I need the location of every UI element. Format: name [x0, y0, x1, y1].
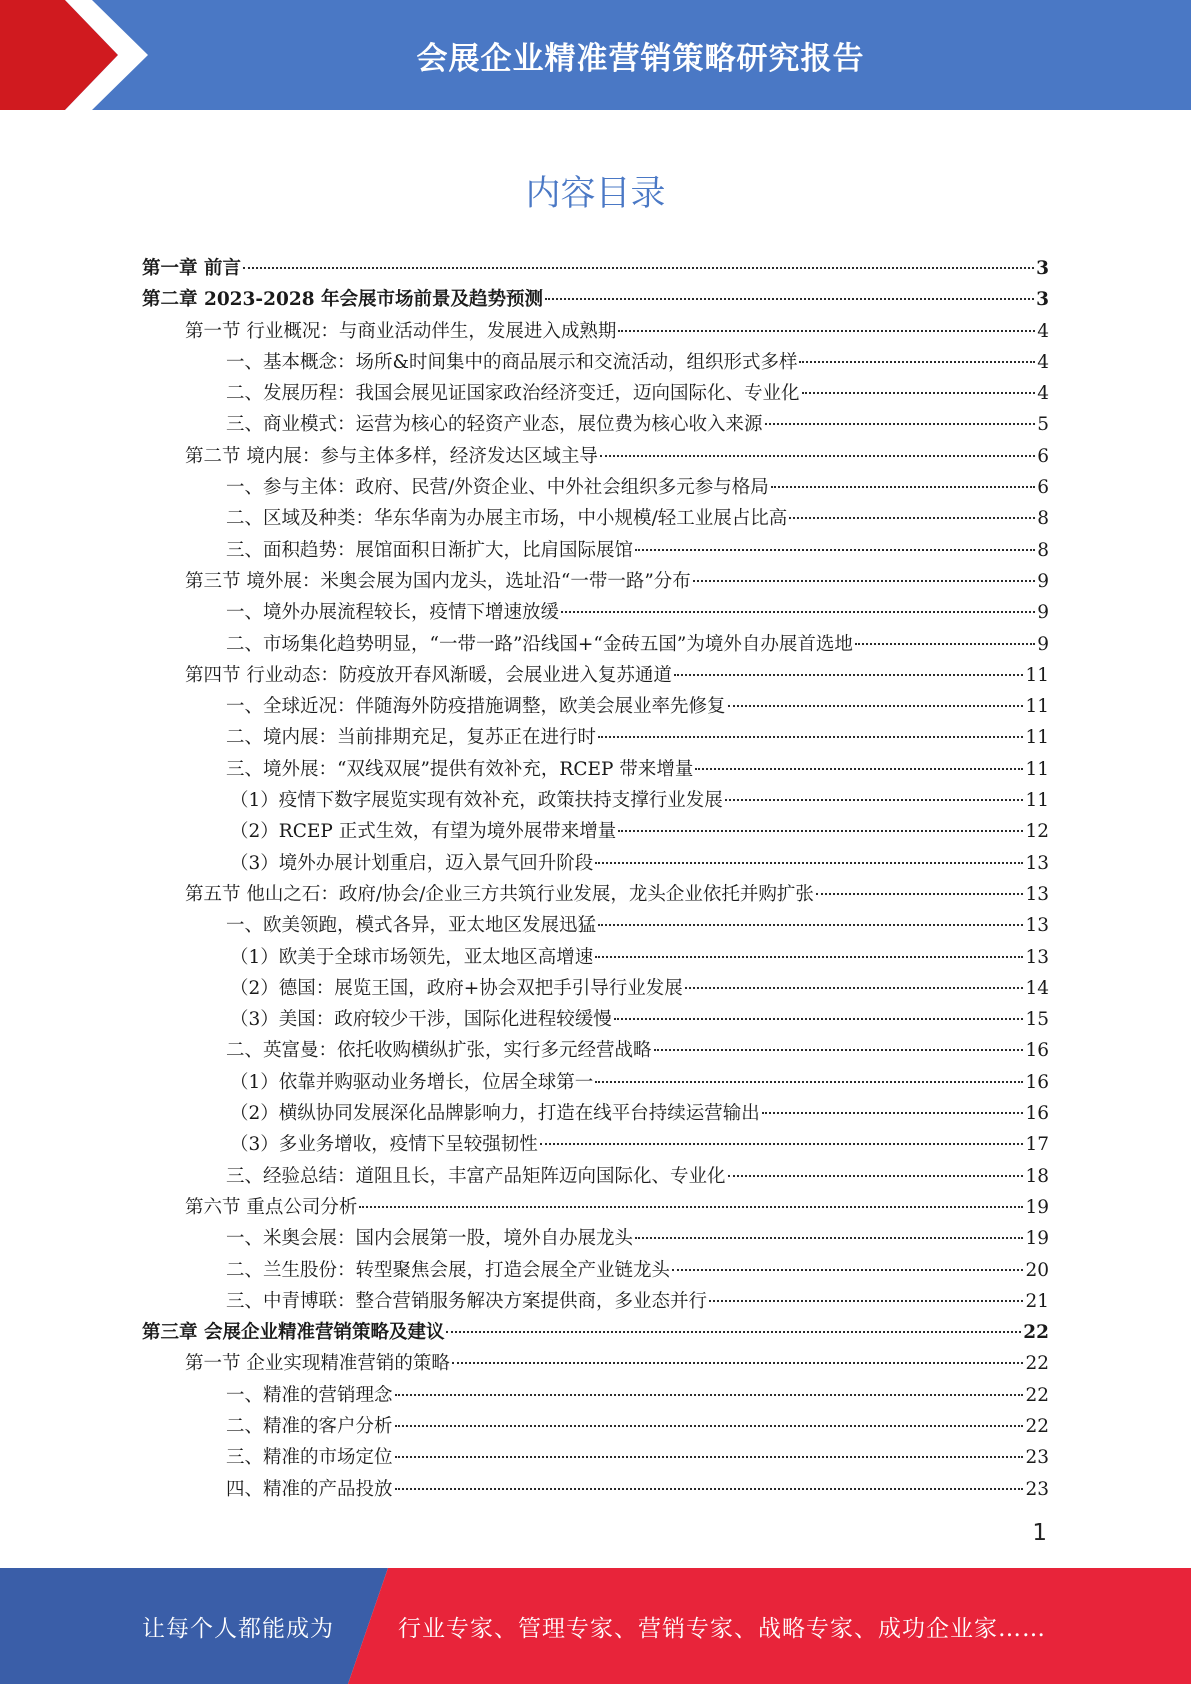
toc-entry-label: 三、中青博联：整合营销服务解决方案提供商，多业态并行 [226, 1290, 708, 1312]
toc-entry-page: 22 [1025, 1384, 1049, 1406]
toc-entry-label: 第五节 他山之石：政府/协会/企业三方共筑行业发展，龙头企业依托并购扩张 [185, 883, 814, 905]
toc-entry[interactable] [142, 1068, 1049, 1099]
toc-dot-leader [359, 1206, 1023, 1208]
toc-dot-leader [654, 1049, 1024, 1051]
toc-dot-leader [789, 517, 1035, 519]
toc-entry-label: （1）依靠并购驱动业务增长，位居全球第一 [230, 1071, 594, 1093]
toc-dot-leader [672, 1269, 1023, 1271]
toc-dot-leader [855, 643, 1035, 645]
toc-entry-label: 三、经验总结：道阻且长，丰富产品矩阵迈向国际化、专业化 [226, 1165, 726, 1187]
toc-dot-leader [635, 1237, 1023, 1239]
toc-entry-page: 4 [1037, 320, 1049, 342]
toc-dot-leader [674, 674, 1024, 676]
toc-entry-label: （1）疫情下数字展览实现有效补充，政策扶持支撑行业发展 [230, 790, 723, 812]
toc-entry-label: 二、区域及种类：华东华南为办展主市场，中小规模/轻工业展占比高 [226, 508, 788, 530]
toc-entry-label: 一、精准的营销理念 [226, 1384, 393, 1406]
toc-entry-page: 5 [1037, 414, 1049, 436]
toc-entry-label: 一、参与主体：政府、民营/外资企业、中外社会组织多元参与格局 [226, 477, 769, 499]
toc-entry[interactable] [142, 1287, 1049, 1318]
toc-entry-label: 三、面积趋势：展馆面积日渐扩大，比肩国际展馆 [226, 539, 634, 561]
toc-dot-leader [595, 862, 1023, 864]
toc-dot-leader [243, 267, 1034, 269]
toc-dot-leader [452, 1362, 1024, 1364]
toc-entry-page: 4 [1037, 383, 1049, 405]
toc-dot-leader [598, 924, 1023, 926]
toc-entry-label: （3）美国：政府较少干涉，国际化进程较缓慢 [230, 1009, 612, 1031]
toc-entry[interactable] [142, 755, 1049, 786]
toc-entry-page: 20 [1025, 1259, 1049, 1281]
toc-entry-label: （2）横纵协同发展深化品牌影响力，打造在线平台持续运营输出 [230, 1103, 760, 1125]
toc-entry-page: 13 [1025, 883, 1049, 905]
toc-dot-leader [725, 799, 1024, 801]
toc-dot-leader [816, 893, 1024, 895]
toc-entry-page: 3 [1036, 289, 1049, 311]
toc-entry-label: （2）德国：展览王国，政府+协会双把手引导行业发展 [230, 977, 683, 999]
toc-entry-page: 11 [1025, 758, 1049, 780]
toc-entry[interactable] [142, 1224, 1049, 1255]
toc-entry-label: 第二节 境内展：参与主体多样，经济发达区域主导 [185, 445, 598, 467]
toc-entry-page: 11 [1025, 727, 1049, 749]
toc-entry[interactable] [142, 536, 1049, 567]
table-of-contents [142, 254, 1049, 1506]
toc-entry[interactable] [142, 1381, 1049, 1412]
toc-entry-page: 13 [1025, 946, 1049, 968]
toc-entry-label: 第一节 行业概况：与商业活动伴生，发展进入成熟期 [185, 320, 617, 342]
toc-dot-leader [765, 423, 1036, 425]
page-header [0, 0, 1191, 110]
toc-entry-label: 第四节 行业动态：防疫放开春风渐暖，会展业进入复苏通道 [185, 664, 672, 686]
toc-entry-label: 四、精准的产品投放 [226, 1478, 393, 1500]
toc-entry[interactable] [142, 1443, 1049, 1474]
toc-entry-page: 6 [1037, 477, 1049, 499]
toc-entry[interactable] [142, 567, 1049, 598]
toc-entry-label: （3）多业务增收，疫情下呈较强韧性 [230, 1134, 538, 1156]
toc-dot-leader [395, 1394, 1024, 1396]
toc-entry-label: 第一节 企业实现精准营销的策略 [185, 1353, 450, 1375]
toc-entry[interactable] [142, 1318, 1049, 1349]
toc-entry-page: 16 [1025, 1040, 1049, 1062]
toc-entry-label: 三、境外展：“双线双展”提供有效补充，RCEP 带来增量 [226, 758, 694, 780]
toc-entry[interactable] [142, 849, 1049, 880]
toc-entry-page: 9 [1037, 570, 1049, 592]
toc-entry-page: 13 [1025, 915, 1049, 937]
toc-dot-leader [600, 455, 1035, 457]
toc-entry-page: 19 [1025, 1196, 1049, 1218]
toc-entry-page: 8 [1037, 539, 1049, 561]
toc-entry[interactable] [142, 817, 1049, 848]
toc-entry-page: 11 [1025, 696, 1049, 718]
toc-entry[interactable] [142, 1099, 1049, 1130]
toc-entry-label: 一、全球近况：伴随海外防疫措施调整，欧美会展业率先修复 [226, 696, 726, 718]
toc-entry[interactable] [142, 1412, 1049, 1443]
toc-entry[interactable] [142, 1475, 1049, 1506]
toc-entry-page: 23 [1025, 1478, 1049, 1500]
toc-dot-leader [771, 486, 1035, 488]
toc-entry-label: 二、境内展：当前排期充足，复苏正在进行时 [226, 727, 597, 749]
toc-entry-label: 一、米奥会展：国内会展第一股，境外自办展龙头 [226, 1228, 634, 1250]
report-title: 会展企业精准营销策略研究报告 [416, 40, 865, 77]
toc-entry[interactable] [142, 911, 1049, 942]
toc-dot-leader [545, 298, 1034, 300]
toc-entry[interactable] [142, 1349, 1049, 1380]
toc-entry[interactable] [142, 1005, 1049, 1036]
toc-entry-page: 13 [1025, 852, 1049, 874]
toc-entry[interactable] [142, 630, 1049, 661]
toc-entry-page: 23 [1025, 1447, 1049, 1469]
toc-dot-leader [685, 987, 1024, 989]
toc-dot-leader [618, 830, 1023, 832]
toc-entry[interactable] [142, 254, 1049, 285]
toc-dot-leader [446, 1331, 1021, 1333]
toc-entry-page: 9 [1037, 633, 1049, 655]
toc-entry-label: 二、兰生股份：转型聚焦会展，打造会展全产业链龙头 [226, 1259, 671, 1281]
toc-entry-label: 第三章 会展企业精准营销策略及建议 [142, 1322, 445, 1344]
toc-entry[interactable] [142, 943, 1049, 974]
toc-dot-leader [709, 1300, 1023, 1302]
toc-entry-page: 21 [1025, 1290, 1049, 1312]
toc-entry-label: 一、基本概念：场所&时间集中的商品展示和交流活动，组织形式多样 [226, 351, 798, 373]
toc-entry-page: 22 [1023, 1322, 1049, 1344]
toc-entry-page: 3 [1036, 258, 1049, 279]
toc-dot-leader [395, 1488, 1024, 1490]
toc-entry-page: 19 [1025, 1228, 1049, 1250]
toc-entry-page: 14 [1025, 977, 1049, 999]
toc-dot-leader [595, 1081, 1023, 1083]
toc-entry-page: 6 [1037, 445, 1049, 467]
toc-entry-label: 二、发展历程：我国会展见证国家政治经济变迁，迈向国际化、专业化 [226, 383, 800, 405]
toc-dot-leader [395, 1456, 1024, 1458]
toc-entry[interactable] [142, 692, 1049, 723]
toc-entry[interactable] [142, 473, 1049, 504]
toc-entry[interactable] [142, 317, 1049, 348]
toc-entry[interactable] [142, 786, 1049, 817]
toc-entry[interactable] [142, 1130, 1049, 1161]
footer-slogan-left: 让每个人都能成为 [142, 1615, 334, 1642]
toc-dot-leader [395, 1425, 1024, 1427]
toc-dot-leader [598, 736, 1023, 738]
toc-entry-label: 一、境外办展流程较长，疫情下增速放缓 [226, 602, 560, 624]
toc-entry-label: 二、英富曼：依托收购横纵扩张，实行多元经营战略 [226, 1040, 652, 1062]
toc-entry-page: 11 [1025, 790, 1049, 812]
toc-entry-label: 第一章 前言 [142, 258, 241, 279]
toc-entry-page: 15 [1025, 1009, 1049, 1031]
toc-entry-page: 8 [1037, 508, 1049, 530]
toc-dot-leader [595, 956, 1023, 958]
toc-dot-leader [614, 1018, 1024, 1020]
toc-dot-leader [635, 549, 1035, 551]
toc-entry-label: 二、精准的客户分析 [226, 1415, 393, 1437]
toc-entry-label: 一、欧美领跑，模式各异，亚太地区发展迅猛 [226, 915, 597, 937]
page-number: 1 [1032, 1520, 1047, 1546]
toc-entry-page: 22 [1025, 1353, 1049, 1375]
toc-entry-label: （3）境外办展计划重启，迈入景气回升阶段 [230, 852, 594, 874]
toc-dot-leader [695, 768, 1023, 770]
toc-entry[interactable] [142, 410, 1049, 441]
page-footer [0, 1568, 1191, 1684]
toc-entry-page: 17 [1025, 1134, 1049, 1156]
toc-entry[interactable] [142, 723, 1049, 754]
toc-entry-label: 三、精准的市场定位 [226, 1447, 393, 1469]
toc-entry-label: 三、商业模式：运营为核心的轻资产业态，展位费为核心收入来源 [226, 414, 763, 436]
toc-entry-page: 4 [1037, 351, 1049, 373]
toc-entry[interactable] [142, 285, 1049, 316]
footer-slogan-right: 行业专家、管理专家、营销专家、战略专家、成功企业家…… [398, 1615, 1046, 1642]
toc-entry-page: 9 [1037, 602, 1049, 624]
toc-entry-page: 11 [1025, 664, 1049, 686]
toc-entry[interactable] [142, 379, 1049, 410]
toc-dot-leader [728, 705, 1024, 707]
toc-entry-label: 第二章 2023-2028 年会展市场前景及趋势预测 [142, 289, 544, 311]
toc-entry-label: 第六节 重点公司分析 [185, 1196, 358, 1218]
toc-dot-leader [561, 611, 1035, 613]
toc-dot-leader [728, 1175, 1024, 1177]
toc-dot-leader [693, 580, 1035, 582]
toc-entry[interactable] [142, 348, 1049, 379]
toc-entry[interactable] [142, 880, 1049, 911]
toc-entry[interactable] [142, 1256, 1049, 1287]
toc-entry-page: 12 [1025, 821, 1049, 843]
toc-entry[interactable] [142, 598, 1049, 629]
toc-dot-leader [762, 1112, 1024, 1114]
toc-entry[interactable] [142, 661, 1049, 692]
toc-entry-label: 第三节 境外展：米奥会展为国内龙头，选址沿“一带一路”分布 [185, 570, 691, 592]
toc-entry[interactable] [142, 504, 1049, 535]
toc-entry[interactable] [142, 1162, 1049, 1193]
toc-dot-leader [802, 392, 1036, 394]
toc-dot-leader [799, 361, 1035, 363]
toc-entry-page: 16 [1025, 1071, 1049, 1093]
toc-entry[interactable] [142, 442, 1049, 473]
toc-entry-label: 二、市场集化趋势明显，“一带一路”沿线国+“金砖五国”为境外自办展首选地 [226, 633, 853, 655]
toc-entry-page: 18 [1025, 1165, 1049, 1187]
toc-entry[interactable] [142, 974, 1049, 1005]
toc-dot-leader [540, 1143, 1024, 1145]
toc-entry[interactable] [142, 1193, 1049, 1224]
toc-entry[interactable] [142, 1036, 1049, 1067]
toc-entry-label: （2）RCEP 正式生效，有望为境外展带来增量 [230, 821, 617, 843]
toc-dot-leader [618, 330, 1035, 332]
toc-entry-label: （1）欧美于全球市场领先，亚太地区高增速 [230, 946, 594, 968]
toc-entry-page: 16 [1025, 1103, 1049, 1125]
toc-heading: 内容目录 [525, 174, 666, 214]
toc-entry-page: 22 [1025, 1415, 1049, 1437]
